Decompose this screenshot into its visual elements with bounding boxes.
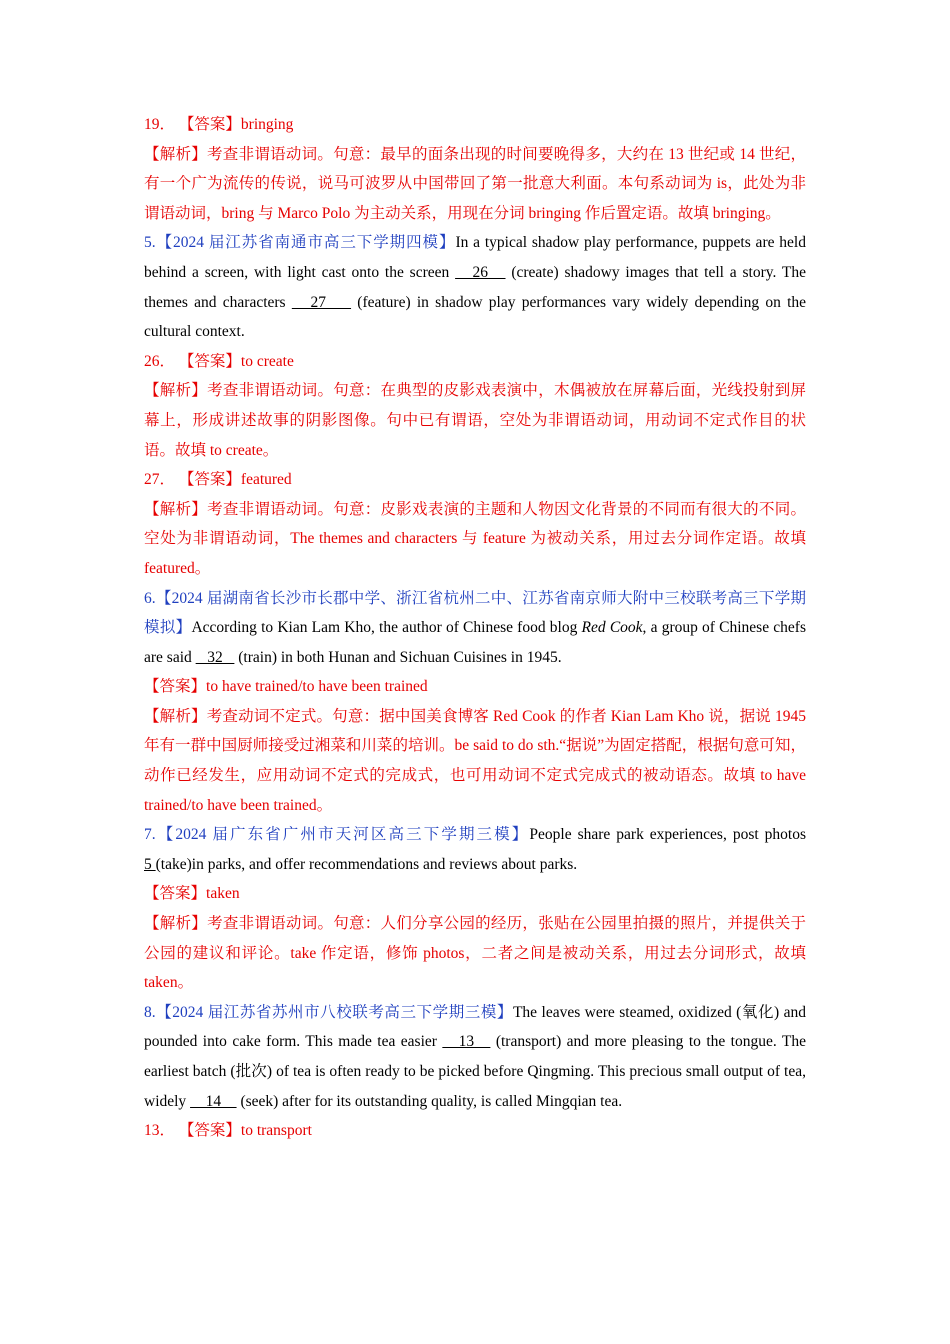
question-text: People share park experiences, post photos	[529, 826, 806, 844]
analysis-tag: 【解析】	[144, 707, 207, 725]
document-page	[144, 110, 806, 1146]
question-text: (take)in parks, and offer recommendations and reviews about parks.	[155, 855, 578, 873]
answer-number: 26．	[144, 352, 179, 370]
question-number: 7.	[144, 826, 156, 844]
analysis-tag: 【解析】	[144, 500, 208, 518]
answer-text: to transport	[240, 1122, 312, 1140]
analysis-paragraph	[144, 376, 806, 465]
answer-text: taken	[206, 885, 240, 903]
answer-text: bringing	[240, 116, 294, 133]
question-paragraph	[144, 228, 806, 346]
question-paragraph	[144, 998, 806, 1116]
question-paragraph	[144, 820, 806, 879]
question-source: 【2024 届江苏省苏州市八校联考高三下学期三模】	[155, 1003, 513, 1021]
answer-blank: 26	[455, 263, 506, 281]
question-source: 【2024 届江苏省南通市高三下学期四模】	[155, 234, 456, 252]
analysis-paragraph	[144, 140, 806, 229]
answer-line	[144, 672, 806, 702]
answer-blank: 5	[144, 855, 156, 873]
question-text: According to Kian Lam Kho, the author of Chinese food blog	[191, 619, 582, 637]
answer-blank: 14	[190, 1092, 237, 1110]
analysis-tag: 【解析】	[144, 915, 208, 933]
analysis-paragraph	[144, 702, 806, 820]
question-text: (train) in both Hunan and Sichuan Cuisines in 1945.	[234, 648, 562, 666]
answer-text: featured	[240, 471, 292, 489]
answer-number: 19．	[144, 116, 179, 133]
question-text: The leaves were steamed, oxidized (氧化) and pounded into cake form. This made tea easier	[144, 1003, 806, 1051]
answer-blank: 32	[195, 648, 235, 666]
answer-number: 13．	[144, 1122, 179, 1140]
answer-blank: 13	[442, 1033, 491, 1051]
analysis-paragraph	[144, 495, 806, 584]
answer-number: 27．	[144, 471, 179, 489]
answer-text: to create	[240, 352, 294, 370]
question-number: 6.	[144, 589, 156, 607]
answer-text: to have trained/to have been trained	[206, 678, 428, 696]
answer-tag: 【答案】	[178, 471, 241, 489]
analysis-text: 考查非谓语动词。句意：在典型的皮影戏表演中，木偶被放在屏幕后面，光线投射到屏幕上，形成讲述故事的阴影图像。句中已有谓语，空处为非谓语动词，用动词不定式作目的状语。故填 to create。	[144, 382, 806, 459]
question-paragraph	[144, 584, 806, 673]
analysis-text: 考查动词不定式。句意：据中国美食博客 Red Cook 的作者 Kian Lam Kho 说，据说 1945 年有一群中国厨师接受过湘菜和川菜的培训。be said to do sth.“据说”为固定搭配，根据句意可知，动作已经发生，应用动词不定式的完成式，也可用动词不定式完成式的被动语态。故填 to have trained/to have been trained。	[144, 707, 806, 814]
analysis-paragraph	[144, 909, 806, 998]
answer-tag: 【答案】	[178, 116, 241, 133]
answer-tag: 【答案】	[178, 1122, 241, 1140]
question-text: (seek) after for its outstanding quality, is called Mingqian tea.	[236, 1092, 623, 1110]
question-source: 【2024 届广东省广州市天河区高三下学期三模】	[155, 826, 530, 844]
answer-tag: 【答案】	[144, 678, 207, 696]
answer-line	[144, 1116, 806, 1146]
analysis-text: 考查非谓语动词。句意：最早的面条出现的时间要晚得多，大约在 13 世纪或 14 世纪，有一个广为流传的传说，说马可波罗从中国带回了第一批意大利面。本句系动词为 is，此处为非谓语动词，bring 与 Marco Polo 为主动关系，用现在分词 bringing 作后置定语。故填 bringing。	[144, 145, 806, 222]
question-text: (feature) in shadow play performances vary widely depending on the cultural context.	[144, 293, 807, 341]
question-number: 5.	[144, 234, 156, 252]
analysis-tag: 【解析】	[144, 382, 208, 400]
answer-line	[144, 879, 806, 909]
analysis-tag: 【解析】	[144, 145, 208, 163]
question-source: 【2024 届湖南省长沙市长郡中学、浙江省杭州二中、江苏省南京师大附中三校联考高三下学期模拟】	[144, 589, 806, 637]
answer-line	[144, 465, 806, 495]
question-text: (transport) and more pleasing to the tongue. The earliest batch (批次) of tea is often ready to be picked before Qingming. This precious small output of tea, widely	[144, 1033, 806, 1110]
question-text: In a typical shadow play performance, puppets are held behind a screen, with light cast onto the screen	[144, 234, 806, 281]
answer-tag: 【答案】	[144, 885, 207, 903]
answer-line	[144, 347, 806, 377]
answer-line	[144, 110, 806, 140]
analysis-text: 考查非谓语动词。句意：皮影戏表演的主题和人物因文化背景的不同而有很大的不同。空处为非谓语动词，The themes and characters 与 feature 为被动关系，用过去分词作定语。故填 featured。	[144, 500, 806, 577]
answer-blank: 27	[291, 293, 352, 311]
analysis-text: 考查非谓语动词。句意：人们分享公园的经历，张贴在公园里拍摄的照片，并提供关于公园的建议和评论。take 作定语，修饰 photos，二者之间是被动关系，用过去分词形式，故填 taken。	[144, 915, 806, 992]
answer-tag: 【答案】	[178, 352, 241, 370]
question-text: , a group of Chinese chefs are said	[144, 619, 806, 666]
italic-title: Red Cook	[581, 619, 643, 637]
question-text: (create) shadowy images that tell a story. The themes and characters	[144, 263, 807, 311]
question-number: 8.	[144, 1003, 156, 1021]
